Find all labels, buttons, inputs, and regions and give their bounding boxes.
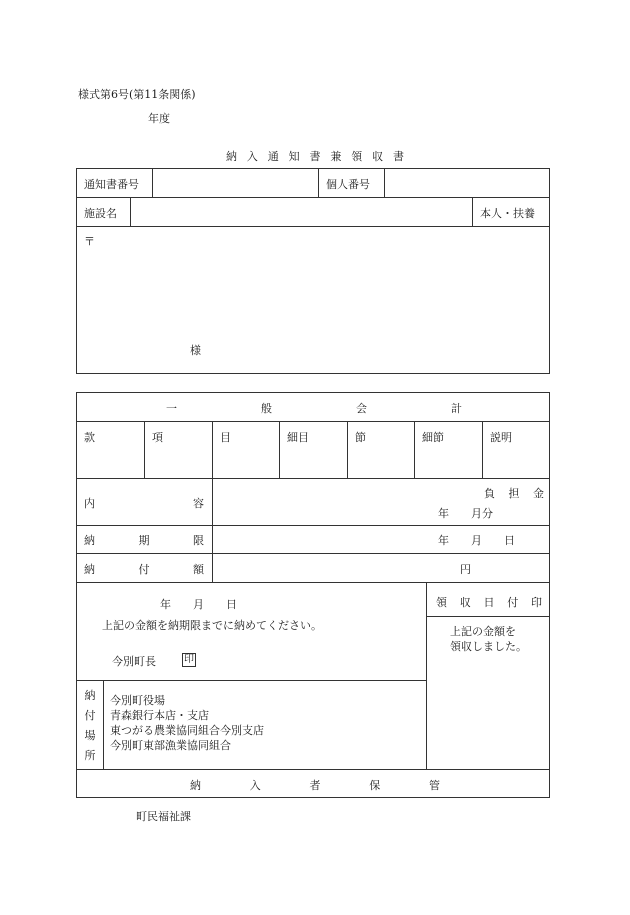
content-label-char: 内	[84, 497, 95, 510]
postal-mark: 〒	[84, 235, 95, 248]
payment-place-item: 東つがる農業協同組合今別支店	[110, 724, 264, 737]
account-char: 会	[356, 402, 367, 415]
divider	[212, 478, 213, 582]
deadline-date: 年 月 日	[438, 534, 515, 547]
department-name: 町民福祉課	[136, 810, 191, 823]
payment-place-item: 青森銀行本店・支店	[110, 709, 209, 722]
column-moku: 目	[220, 431, 231, 444]
payment-request-text: 上記の金額を納期限までに納めてください。	[102, 619, 322, 632]
content-label-char: 容	[193, 497, 204, 510]
fiscal-year-label: 年度	[148, 112, 170, 125]
receipt-char: 印	[531, 596, 542, 609]
received-text-line2: 領収しました。	[450, 640, 527, 653]
divider	[426, 616, 550, 617]
recipient-table	[76, 168, 550, 374]
notice-number-label: 通知書番号	[84, 178, 139, 191]
mayor-title: 今別町長	[112, 655, 156, 668]
place-label-char: 所	[84, 749, 96, 762]
receipt-char: 収	[459, 596, 471, 609]
payer-keep-char: 入	[249, 779, 261, 792]
amount-char: 納	[84, 563, 95, 576]
receipt-char: 領	[436, 596, 447, 609]
divider	[103, 680, 104, 769]
receipt-char: 日	[483, 596, 495, 609]
divider	[76, 582, 550, 583]
payer-keep-char: 者	[309, 779, 321, 792]
receipt-date-stamp-label	[436, 594, 542, 610]
received-text-line1: 上記の金額を	[450, 625, 516, 638]
divider	[76, 525, 550, 526]
facility-name-label: 施設名	[84, 207, 117, 220]
divider	[279, 421, 280, 478]
payment-place-label	[84, 686, 96, 766]
general-account-header	[166, 400, 462, 416]
divider	[212, 421, 213, 478]
deadline-char: 期	[138, 534, 150, 547]
payer-type-label: 本人・扶養	[480, 207, 535, 220]
burden-char: 担	[508, 487, 520, 500]
divider	[76, 553, 550, 554]
payer-keep-char: 納	[190, 779, 201, 792]
payer-keep-label	[190, 777, 440, 793]
title-char: 収	[372, 150, 384, 163]
divider	[76, 680, 426, 681]
title-char: 領	[351, 150, 363, 163]
document-title	[226, 148, 404, 164]
column-setsu: 節	[355, 431, 366, 444]
amount-label	[84, 561, 204, 577]
divider	[76, 421, 550, 422]
burden-label	[484, 485, 544, 501]
seal-mark: 印	[184, 654, 194, 665]
divider	[152, 168, 153, 197]
account-char: 般	[261, 402, 272, 415]
divider	[384, 168, 385, 197]
column-saimoku: 細目	[287, 431, 309, 444]
deadline-label	[84, 532, 204, 548]
burden-char: 金	[533, 487, 544, 500]
title-char: 書	[309, 150, 321, 163]
title-char: 知	[288, 150, 300, 163]
divider	[76, 226, 550, 227]
place-label-char: 納	[84, 689, 96, 702]
burden-char: 負	[484, 487, 495, 500]
title-char: 通	[267, 150, 279, 163]
divider	[482, 421, 483, 478]
title-char: 納	[226, 150, 237, 163]
divider	[414, 421, 415, 478]
place-label-char: 付	[84, 709, 96, 722]
payment-place-list	[110, 693, 264, 753]
column-kou: 項	[152, 431, 163, 444]
amount-char: 額	[193, 563, 204, 576]
payment-place-item: 今別町東部漁業協同組合	[110, 739, 231, 752]
account-char: 一	[166, 402, 177, 415]
issue-date: 年 月 日	[160, 598, 237, 611]
divider	[426, 582, 427, 769]
divider	[472, 197, 473, 226]
title-char: 書	[393, 150, 404, 163]
month-portion-label: 年 月分	[438, 507, 493, 520]
payer-keep-char: 保	[369, 779, 381, 792]
place-label-char: 場	[84, 729, 96, 742]
column-saisetsu: 細節	[422, 431, 444, 444]
divider	[318, 168, 319, 197]
form-number: 様式第6号(第11条関係)	[78, 88, 196, 101]
mayor-seal	[182, 652, 196, 667]
title-char: 兼	[330, 150, 342, 163]
content-label	[84, 495, 204, 511]
account-char: 計	[451, 402, 462, 415]
payment-place-item: 今別町役場	[110, 694, 165, 707]
divider	[347, 421, 348, 478]
divider	[144, 421, 145, 478]
yen-unit: 円	[460, 563, 471, 576]
deadline-char: 納	[84, 534, 95, 547]
divider	[76, 769, 550, 770]
honorific: 様	[190, 344, 201, 357]
payer-keep-char: 管	[429, 779, 440, 792]
column-kan: 款	[84, 431, 95, 444]
deadline-char: 限	[193, 534, 204, 547]
personal-number-label: 個人番号	[326, 178, 370, 191]
divider	[76, 478, 550, 479]
receipt-char: 付	[507, 596, 519, 609]
amount-char: 付	[138, 563, 150, 576]
divider	[76, 197, 550, 198]
column-explanation: 説明	[490, 431, 512, 444]
divider	[130, 197, 131, 226]
title-char: 入	[246, 150, 258, 163]
